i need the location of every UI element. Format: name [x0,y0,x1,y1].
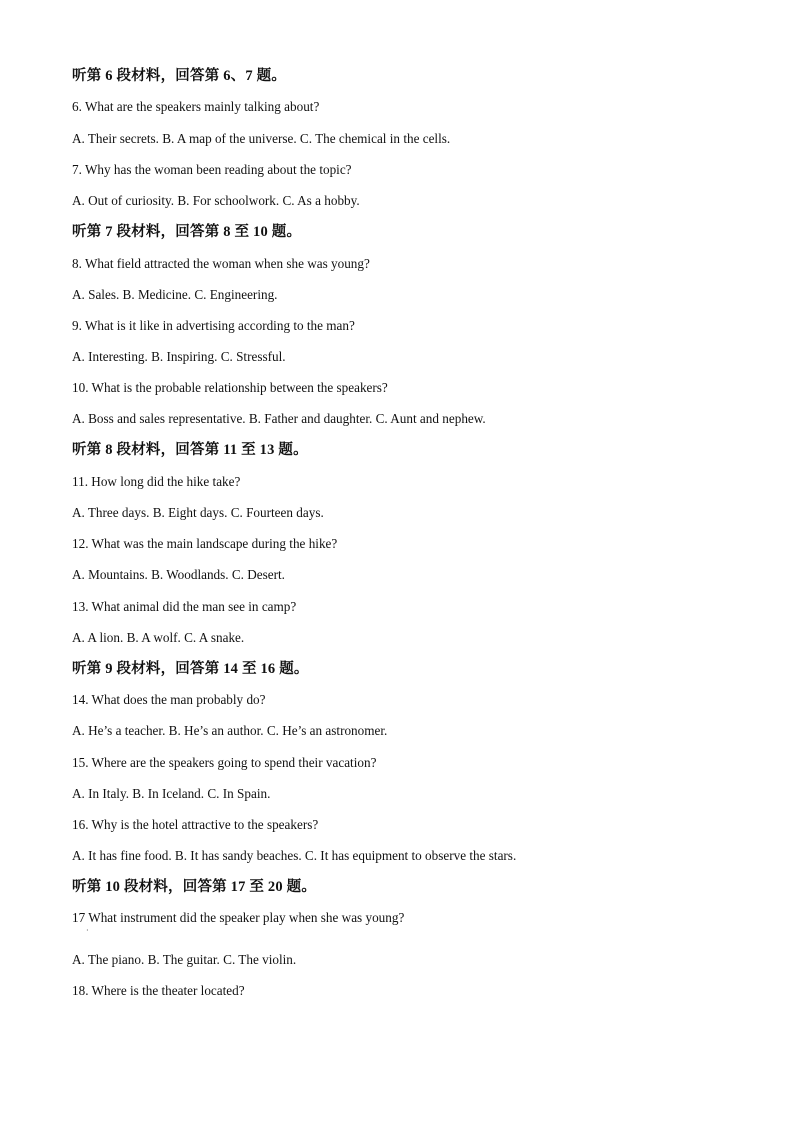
options-13: A. A lion. B. A wolf. C. A snake. [72,630,245,645]
question-6: 6. What are the speakers mainly talking about? [72,99,320,114]
options-8: A. Sales. B. Medicine. C. Engineering. [72,287,278,302]
question-12: 12. What was the main landscape during the hike? [72,536,338,551]
question-11: 11. How long did the hike take? [72,474,241,489]
options-14: A. He’s a teacher. B. He’s an author. C. He’s an astronomer. [72,723,388,738]
question-10: 10. What is the probable relationship between the speakers? [72,380,388,395]
section-heading-8: 听第 8 段材料，回答第 11 至 13 题。 [72,442,308,458]
options-7: A. Out of curiosity. B. For schoolwork. C. As a hobby. [72,193,360,208]
options-11: A. Three days. B. Eight days. C. Fourteen days. [72,505,324,520]
question-15: 15. Where are the speakers going to spend their vacation? [72,755,377,770]
options-16: A. It has fine food. B. It has sandy beaches. C. It has equipment to observe the stars. [72,848,517,863]
options-6: A. Their secrets. B. A map of the universe. C. The chemical in the cells. [72,131,451,146]
question-7: 7. Why has the woman been reading about the topic? [72,162,352,177]
stray-mark: · [86,926,89,935]
options-10: A. Boss and sales representative. B. Father and daughter. C. Aunt and nephew. [72,411,486,426]
question-13: 13. What animal did the man see in camp? [72,599,297,614]
options-17: A. The piano. B. The guitar. C. The violin. [72,952,297,967]
question-17: 17 What instrument did the speaker play when she was young? [72,910,405,925]
question-9: 9. What is it like in advertising according to the man? [72,318,355,333]
section-heading-9: 听第 9 段材料，回答第 14 至 16 题。 [72,661,309,677]
options-9: A. Interesting. B. Inspiring. C. Stressful. [72,349,286,364]
options-12: A. Mountains. B. Woodlands. C. Desert. [72,567,285,582]
options-15: A. In Italy. B. In Iceland. C. In Spain. [72,786,271,801]
question-14: 14. What does the man probably do? [72,692,266,707]
question-18: 18. Where is the theater located? [72,983,245,998]
section-heading-7: 听第 7 段材料，回答第 8 至 10 题。 [72,224,302,240]
question-16: 16. Why is the hotel attractive to the speakers? [72,817,319,832]
question-8: 8. What field attracted the woman when she was young? [72,256,370,271]
section-heading-6: 听第 6 段材料，回答第 6、7 题。 [72,68,287,84]
section-heading-10: 听第 10 段材料，回答第 17 至 20 题。 [72,879,317,895]
